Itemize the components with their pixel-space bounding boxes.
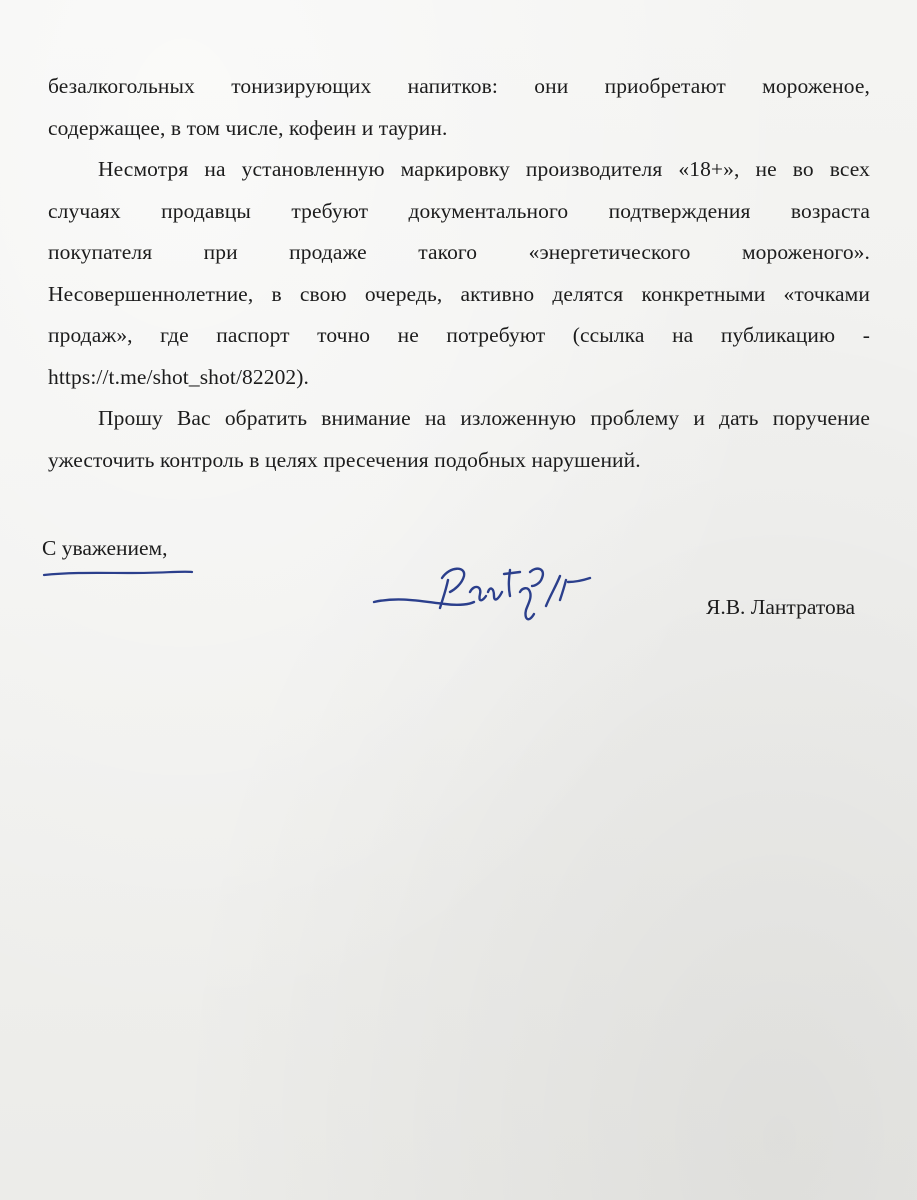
paragraph-3 [48,398,870,481]
paragraph-2-line-4: Несовершеннолетние, в свою очередь, активно делятся конкретными «точками [48,281,870,306]
paragraph-3-line-2: ужесточить контроль в целях пресечения подобных нарушений. [48,447,641,472]
paragraph-1-line-2: содержащее, в том числе, кофеин и таурин. [48,115,448,140]
letter-body [48,66,870,481]
paragraph-2-line-3: покупателя при продаже такого «энергетического мороженого». [48,240,870,264]
closing-salutation: С уважением, [42,536,168,560]
signer-name: Я.В. Лантратова [706,595,856,619]
publication-link: https://t.me/shot_shot/82202). [48,364,310,389]
paragraph-2 [48,149,870,398]
handwritten-underline [42,566,202,582]
paragraph-2-line-2: случаях продавцы требуют документального подтверждения возраста [48,198,870,223]
paragraph-1-line-1: безалкогольных тонизирующих напитков: они приобретают мороженое, [48,74,870,98]
signature-image [370,552,600,637]
paragraph-3-line-1: Прошу Вас обратить внимание на изложенную проблему и дать поручение [98,406,870,430]
paragraph-1 [48,66,870,149]
paragraph-2-line-1: Несмотря на установленную маркировку производителя «18+», не во всех [98,157,870,181]
paragraph-2-line-5: продаж», где паспорт точно не потребуют (ссылка на публикацию - [48,323,870,347]
